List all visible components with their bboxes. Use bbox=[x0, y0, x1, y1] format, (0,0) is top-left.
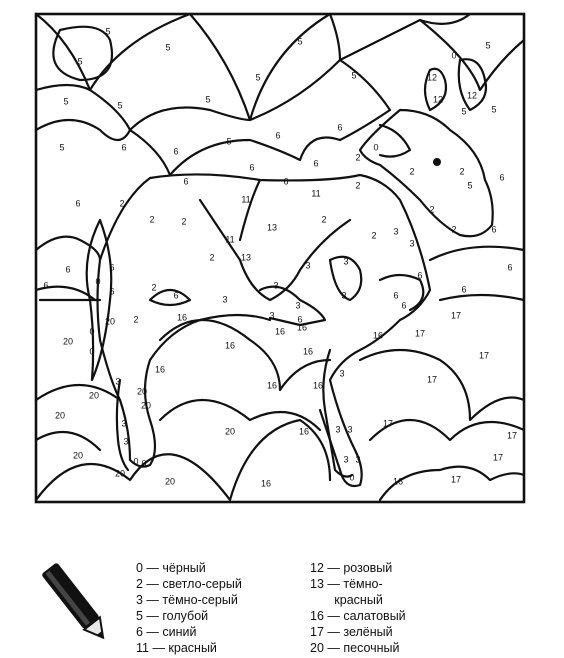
region-number: 0 bbox=[133, 456, 139, 467]
legend-item: 11 — красный bbox=[136, 641, 217, 655]
region-number: 2 bbox=[133, 314, 139, 325]
region-number: 17 bbox=[426, 374, 438, 385]
region-number: 12 bbox=[432, 94, 444, 105]
region-number: 17 bbox=[492, 452, 504, 463]
region-number: 2 bbox=[451, 224, 457, 235]
region-number: 3 bbox=[339, 368, 345, 379]
region-number: 3 bbox=[273, 280, 279, 291]
region-number: 3 bbox=[115, 376, 121, 387]
region-number: 0 bbox=[141, 458, 147, 469]
region-number: 6 bbox=[283, 176, 289, 187]
region-number: 2 bbox=[371, 230, 377, 241]
region-number: 6 bbox=[173, 146, 179, 157]
region-number: 16 bbox=[372, 330, 384, 341]
region-number: 5 bbox=[461, 106, 467, 117]
legend-item: 0 — чёрный bbox=[136, 561, 206, 575]
region-number: 20 bbox=[224, 426, 236, 437]
region-number: 5 bbox=[117, 100, 123, 111]
region-number: 3 bbox=[409, 238, 415, 249]
region-number: 0 bbox=[349, 472, 355, 483]
region-number: 5 bbox=[255, 72, 261, 83]
region-number: 6 bbox=[507, 262, 513, 273]
region-number: 0 bbox=[89, 346, 95, 357]
region-number: 2 bbox=[149, 214, 155, 225]
legend-item: 6 — синий bbox=[136, 625, 197, 639]
region-number: 20 bbox=[114, 468, 126, 479]
region-number: 16 bbox=[274, 326, 286, 337]
region-number: 16 bbox=[298, 426, 310, 437]
region-number: 3 bbox=[269, 310, 275, 321]
region-number: 0 bbox=[373, 142, 379, 153]
region-number: 3 bbox=[355, 454, 361, 465]
legend-item: 16 — салатовый bbox=[310, 609, 406, 623]
region-number: 6 bbox=[173, 290, 179, 301]
region-number: 2 bbox=[321, 214, 327, 225]
legend-item: 13 — тёмно- bbox=[310, 577, 383, 591]
region-numbers bbox=[43, 26, 517, 488]
region-number: 2 bbox=[429, 204, 435, 215]
region-number: 5 bbox=[297, 36, 303, 47]
region-number: 16 bbox=[296, 322, 308, 333]
region-number: 5 bbox=[205, 94, 211, 105]
region-number: 17 bbox=[478, 350, 490, 361]
region-number: 6 bbox=[337, 122, 343, 133]
region-number: 3 bbox=[121, 418, 127, 429]
region-number: 6 bbox=[297, 314, 303, 325]
region-number: 3 bbox=[123, 436, 129, 447]
region-number: 3 bbox=[343, 256, 349, 267]
region-number: 3 bbox=[347, 424, 353, 435]
region-number: 20 bbox=[62, 336, 74, 347]
region-number: 17 bbox=[414, 328, 426, 339]
region-number: 3 bbox=[222, 294, 228, 305]
region-number: 6 bbox=[491, 224, 497, 235]
region-number: 17 bbox=[450, 474, 462, 485]
region-number: 20 bbox=[140, 400, 152, 411]
legend-item: 5 — голубой bbox=[136, 609, 209, 623]
region-number: 6 bbox=[401, 300, 407, 311]
region-number: 3 bbox=[295, 300, 301, 311]
region-number: 20 bbox=[88, 390, 100, 401]
region-number: 6 bbox=[43, 280, 49, 291]
region-number: 16 bbox=[302, 346, 314, 357]
region-number: 3 bbox=[393, 226, 399, 237]
region-number: 2 bbox=[209, 252, 215, 263]
region-number: 17 bbox=[382, 418, 394, 429]
region-number: 17 bbox=[506, 430, 518, 441]
region-number: 5 bbox=[63, 96, 69, 107]
region-number: 20 bbox=[136, 386, 148, 397]
region-number: 13 bbox=[266, 222, 278, 233]
region-number: 5 bbox=[491, 104, 497, 115]
horse-eye bbox=[433, 158, 441, 166]
region-number: 20 bbox=[54, 410, 66, 421]
legend-item: 17 — зелёный bbox=[310, 625, 393, 639]
region-number: 11 bbox=[311, 188, 321, 199]
region-number: 2 bbox=[181, 216, 187, 227]
region-number: 16 bbox=[392, 476, 404, 487]
region-number: 6 bbox=[417, 270, 423, 281]
region-number: 3 bbox=[343, 454, 349, 465]
region-number: 5 bbox=[485, 40, 491, 51]
region-number: 20 bbox=[164, 476, 176, 487]
region-number: 0 bbox=[95, 276, 101, 287]
region-number: 6 bbox=[183, 176, 189, 187]
region-number: 5 bbox=[226, 136, 232, 147]
region-number: 17 bbox=[450, 310, 462, 321]
region-number: 6 bbox=[313, 158, 319, 169]
legend-item: красный bbox=[310, 593, 383, 607]
region-number: 6 bbox=[249, 162, 255, 173]
pencil-icon bbox=[36, 555, 116, 650]
region-number: 2 bbox=[119, 198, 125, 209]
region-number: 6 bbox=[393, 290, 399, 301]
region-number: 12 bbox=[466, 90, 478, 101]
region-number: 13 bbox=[240, 252, 252, 263]
region-number: 6 bbox=[275, 130, 281, 141]
region-number: 6 bbox=[499, 172, 505, 183]
region-number: 3 bbox=[335, 424, 341, 435]
legend-item: 12 — розовый bbox=[310, 561, 393, 575]
region-number: 2 bbox=[409, 166, 415, 177]
region-number: 0 bbox=[89, 326, 95, 337]
region-number: 16 bbox=[224, 340, 236, 351]
region-number: 2 bbox=[355, 180, 361, 191]
legend-item: 20 — песочный bbox=[310, 641, 400, 655]
region-number: 5 bbox=[105, 26, 111, 37]
region-number: 16 bbox=[266, 380, 278, 391]
region-number: 11 bbox=[241, 194, 251, 205]
region-number: 16 bbox=[260, 478, 272, 489]
region-number: 12 bbox=[426, 72, 438, 83]
region-number: 6 bbox=[109, 286, 115, 297]
region-number: 5 bbox=[351, 70, 357, 81]
legend-left-column bbox=[136, 560, 242, 656]
legend-item: 3 — тёмно-серый bbox=[136, 593, 238, 607]
region-number: 6 bbox=[461, 284, 467, 295]
region-number: 20 bbox=[72, 450, 84, 461]
region-number: 3 bbox=[341, 290, 347, 301]
region-number: 16 bbox=[176, 312, 188, 323]
region-number: 6 bbox=[109, 262, 115, 273]
region-number: 5 bbox=[467, 180, 473, 191]
region-outlines bbox=[36, 14, 524, 500]
legend-right-column bbox=[310, 560, 406, 656]
region-number: 5 bbox=[77, 56, 83, 67]
region-number: 16 bbox=[154, 364, 166, 375]
region-number: 6 bbox=[75, 198, 81, 209]
region-number: 2 bbox=[459, 166, 465, 177]
region-number: 5 bbox=[165, 42, 171, 53]
region-number: 2 bbox=[355, 152, 361, 163]
region-number: 20 bbox=[104, 316, 116, 327]
region-number: 5 bbox=[59, 142, 65, 153]
legend-item: 2 — светло-серый bbox=[136, 577, 242, 591]
region-number: 6 bbox=[65, 264, 71, 275]
region-number: 0 bbox=[451, 50, 457, 61]
region-number: 3 bbox=[305, 260, 311, 271]
region-number: 11 bbox=[225, 234, 235, 245]
region-number: 6 bbox=[121, 142, 127, 153]
region-number: 2 bbox=[151, 282, 157, 293]
region-number: 16 bbox=[312, 380, 324, 391]
